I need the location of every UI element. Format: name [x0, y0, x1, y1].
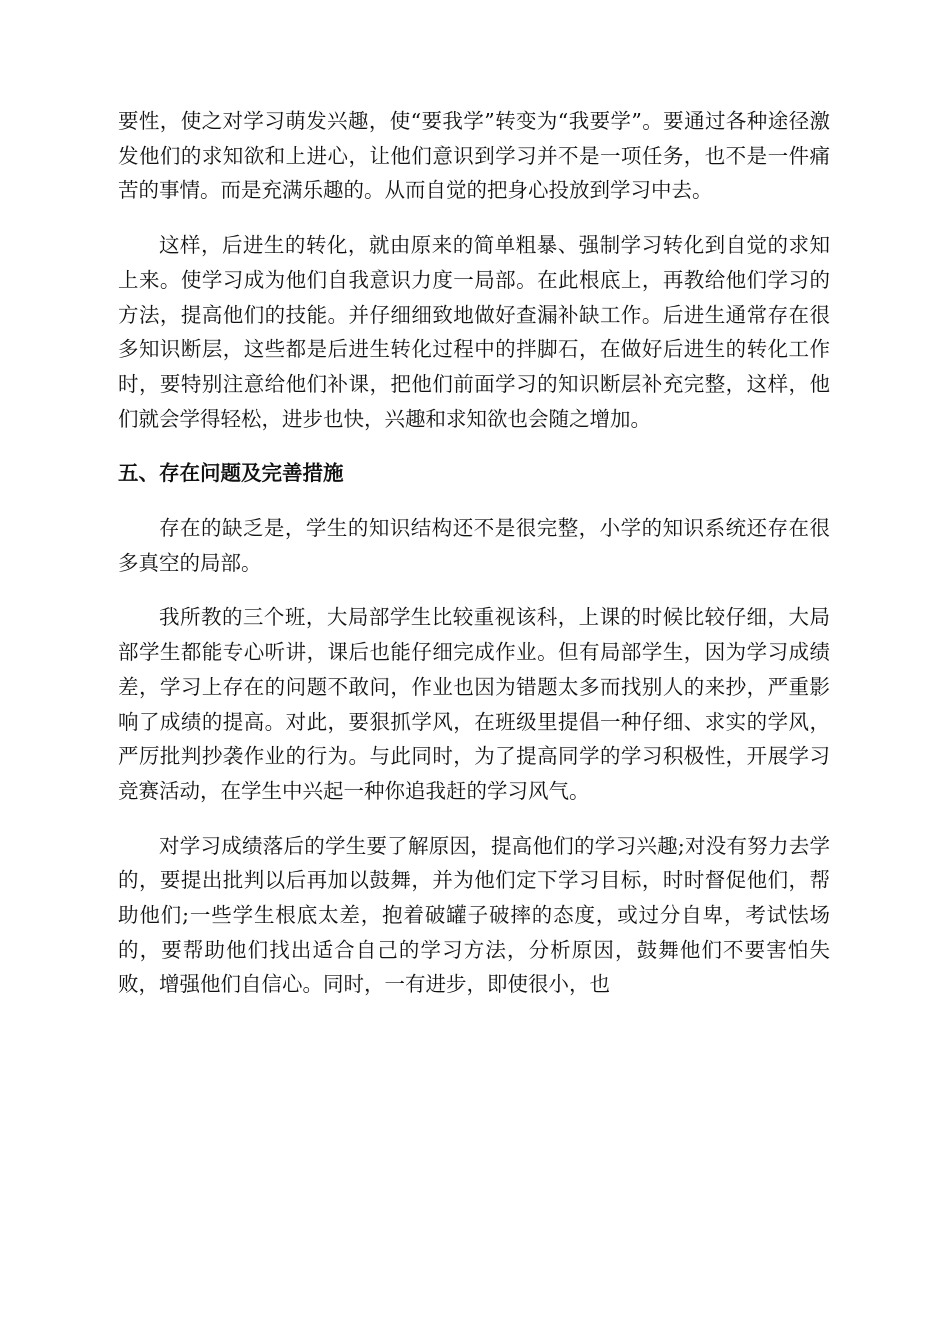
paragraph-transformation: 这样，后进生的转化，就由原来的简单粗暴、强制学习转化到自觉的求知上来。使学习成为他们自我意识力度一局部。在此根底上，再教给他们学习的方法，提高他们的技能。并仔细细致地做好查漏补缺工作。后进生通常存在很多知识断层，这些都是后进生转化过程中的拌脚石，在做好后进生的转化工作时，要特别注意给他们补课，把他们前面学习的知识断层补充完整，这样，他们就会学得轻松，进步也快，兴趣和求知欲也会随之增加。 [118, 233, 830, 431]
paragraph-shortcomings: 存在的缺乏是，学生的知识结构还不是很完整，小学的知识系统还存在很多真空的局部。 [118, 516, 830, 575]
document-page [118, 104, 830, 1022]
paragraph-classes: 我所教的三个班，大局部学生比较重视该科，上课的时候比较仔细，大局部学生都能专心听讲，课后也能仔细完成作业。但有局部学生，因为学习成绩差，学习上存在的问题不敢问，作业也因为错题太多而找别人的来抄，严重影响了成绩的提高。对此，要狠抓学风，在班级里提倡一种仔细、求实的学风，严厉批判抄袭作业的行为。与此同时，为了提高同学的学习积极性，开展学习竞赛活动，在学生中兴起一种你追我赶的学习风气。 [118, 605, 830, 803]
paragraph-continuation: 要性，使之对学习萌发兴趣，使“要我学”转变为“我要学”。要通过各种途径激发他们的求知欲和上进心，让他们意识到学习并不是一项任务，也不是一件痛苦的事情。而是充满乐趣的。从而自觉的把身心投放到学习中去。 [118, 109, 830, 203]
section-heading: 五、存在问题及完善措施 [118, 461, 344, 486]
paragraph-measures: 对学习成绩落后的学生要了解原因，提高他们的学习兴趣;对没有努力去学的，要提出批判以后再加以鼓舞，并为他们定下学习目标，时时督促他们，帮助他们;一些学生根底太差，抱着破罐子破摔的态度，或过分自卑，考试怯场的，要帮助他们找出适合自己的学习方法，分析原因，鼓舞他们不要害怕失败，增强他们自信心。同时，一有进步，即使很小，也 [118, 833, 830, 997]
